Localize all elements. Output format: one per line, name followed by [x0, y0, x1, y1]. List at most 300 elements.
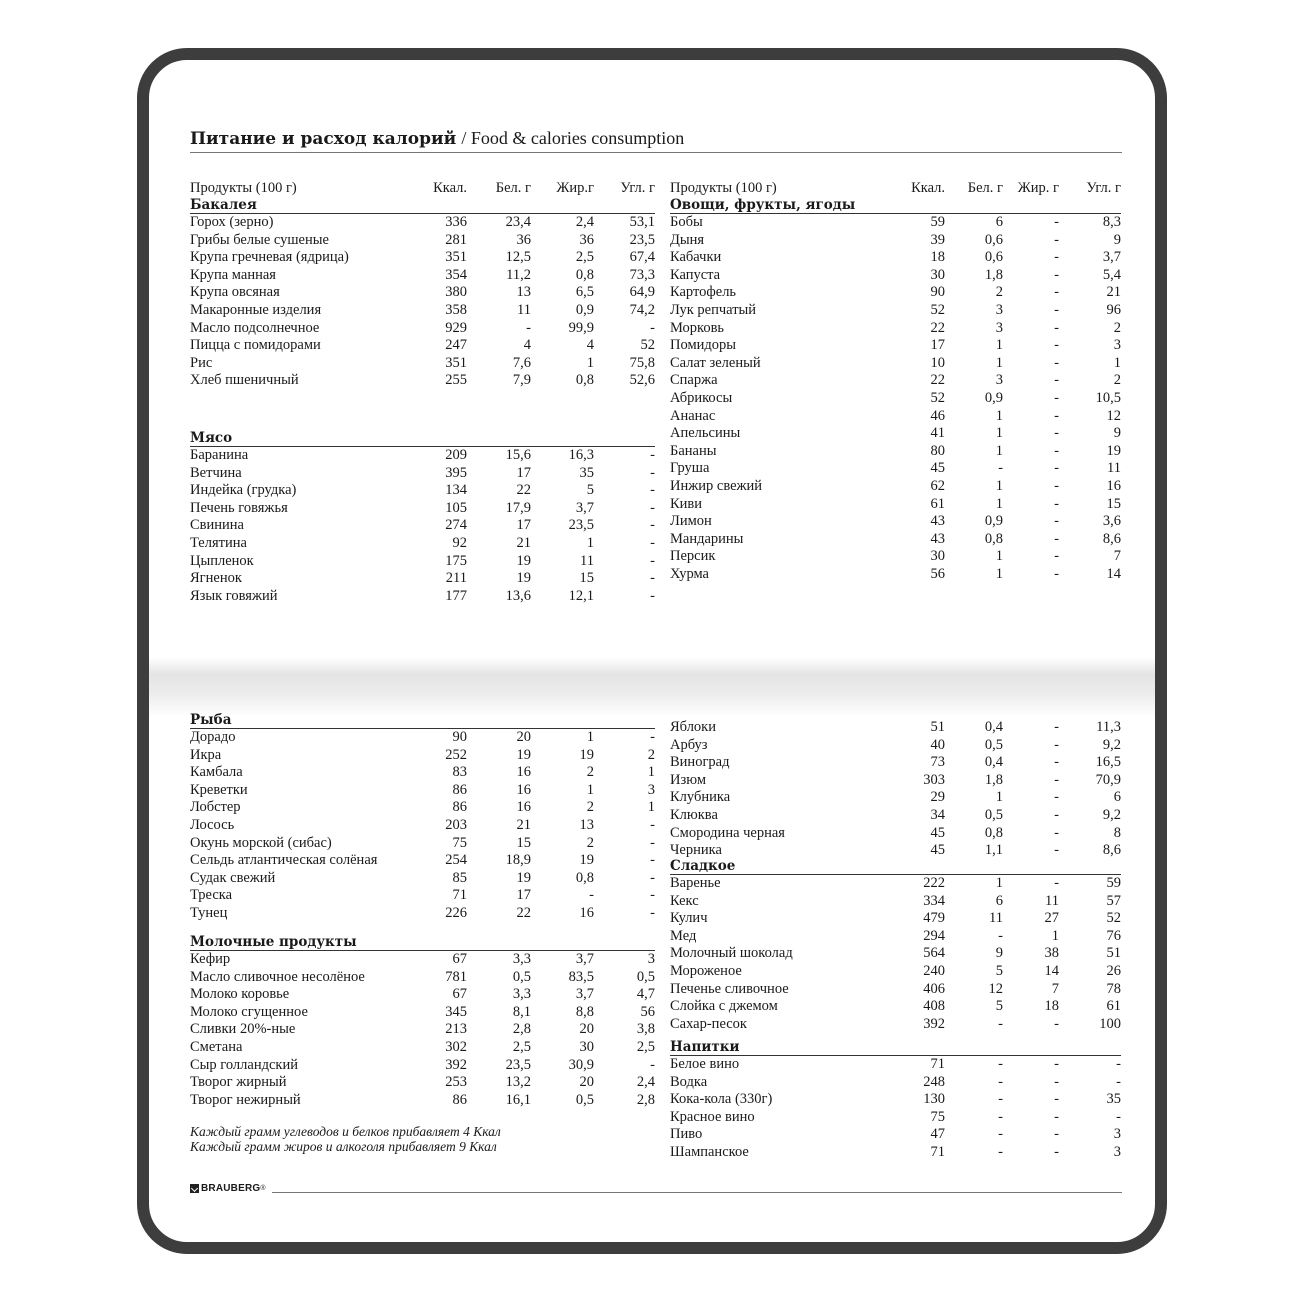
- table-row: [670, 875, 1121, 893]
- fat-value: 11: [580, 552, 594, 569]
- kcal-value: 240: [923, 962, 945, 979]
- table-row: [190, 249, 655, 267]
- brauberg-logo-icon: [190, 1184, 199, 1193]
- product-name: Дорадо: [190, 729, 236, 745]
- product-name: Макаронные изделия: [190, 301, 322, 318]
- product-name: Рис: [190, 354, 213, 371]
- kcal-value: 71: [930, 1143, 945, 1160]
- carbs-value: 5,4: [1102, 266, 1121, 283]
- product-name: Смородина черная: [670, 824, 785, 841]
- protein-value: 1,1: [984, 842, 1003, 859]
- kcal-value: 29: [930, 789, 945, 806]
- carbs-value: 2: [1113, 372, 1121, 389]
- carbs-value: 53,1: [629, 214, 655, 230]
- product-name: Мороженое: [670, 962, 742, 979]
- protein-value: 16,1: [505, 1091, 531, 1108]
- kcal-value: 175: [445, 552, 467, 569]
- table-row: [190, 570, 655, 588]
- carbs-value: 6: [1113, 789, 1121, 806]
- protein-value: 12: [988, 980, 1003, 997]
- brand-reg-mark: ®: [260, 1185, 266, 1192]
- table-row: [670, 789, 1121, 807]
- carbs-value: 7: [1113, 548, 1121, 565]
- product-name: Икра: [190, 746, 222, 763]
- protein-value: 22: [516, 904, 531, 921]
- kcal-value: 52: [930, 301, 945, 318]
- protein-value: 2,5: [512, 1038, 531, 1055]
- kcal-value: 302: [445, 1038, 467, 1055]
- table-row: [670, 945, 1121, 963]
- product-name: Лимон: [670, 513, 712, 530]
- table-row: [670, 478, 1121, 496]
- kcal-value: 334: [923, 892, 945, 909]
- protein-value: 15: [516, 834, 531, 851]
- protein-value: 17: [516, 887, 531, 904]
- carbs-value: 11,3: [1096, 719, 1121, 735]
- fat-value: 4: [586, 337, 594, 354]
- calorie-notes: [190, 1124, 501, 1154]
- page-heading: [190, 122, 1122, 153]
- protein-value: 13,6: [505, 587, 531, 604]
- table-row: [670, 390, 1121, 408]
- kcal-value: 85: [452, 869, 467, 886]
- kcal-value: 34: [930, 806, 945, 823]
- table-row: [670, 910, 1121, 928]
- table-row: [670, 928, 1121, 946]
- kcal-value: 73: [930, 754, 945, 771]
- kcal-value: 18: [930, 249, 945, 266]
- table-row: [190, 214, 655, 232]
- kcal-value: 41: [930, 425, 945, 442]
- product-name: Горох (зерно): [190, 214, 274, 230]
- product-name: Помидоры: [670, 337, 737, 354]
- protein-value: 1: [995, 442, 1003, 459]
- protein-value: 0,4: [984, 719, 1003, 735]
- fat-value: 2: [586, 764, 594, 781]
- carbs-value: 75,8: [629, 354, 655, 371]
- carbs-value: -: [650, 319, 655, 336]
- fat-value: -: [1054, 477, 1059, 494]
- carbs-value: 8,3: [1102, 214, 1121, 230]
- kcal-value: 67: [452, 986, 467, 1003]
- table-row: [190, 337, 655, 355]
- kcal-value: 929: [445, 319, 467, 336]
- carbs-value: 64,9: [629, 284, 655, 301]
- product-name: Картофель: [670, 284, 737, 301]
- product-name: Судак свежий: [190, 869, 276, 886]
- table-sladkoe: [670, 858, 1121, 1033]
- fat-value: -: [1054, 1056, 1059, 1072]
- kcal-value: 274: [445, 517, 467, 534]
- carbs-value: 59: [1106, 875, 1121, 891]
- kcal-value: 45: [930, 460, 945, 477]
- product-name: Апельсины: [670, 425, 741, 442]
- fat-value: 2: [586, 834, 594, 851]
- fat-value: -: [1054, 372, 1059, 389]
- protein-value: 0,8: [984, 824, 1003, 841]
- fat-value: 99,9: [568, 319, 594, 336]
- kcal-value: 213: [445, 1021, 467, 1038]
- table-row: [190, 320, 655, 338]
- carbs-value: 52: [1106, 910, 1121, 927]
- col-product: Продукты (100 г): [670, 180, 777, 196]
- protein-value: 0,6: [984, 249, 1003, 266]
- product-name: Шампанское: [670, 1143, 749, 1160]
- product-name: Треска: [190, 887, 233, 904]
- protein-value: 1: [995, 477, 1003, 494]
- kcal-value: 39: [930, 231, 945, 248]
- fat-value: 1: [586, 354, 594, 371]
- product-name: Дыня: [670, 231, 705, 248]
- carbs-value: 70,9: [1095, 771, 1121, 788]
- carbs-value: 15: [1106, 495, 1121, 512]
- protein-value: -: [526, 319, 531, 336]
- product-name: Молочный шоколад: [670, 945, 793, 962]
- table-row: [190, 969, 655, 987]
- col-protein: Бел. г: [967, 180, 1003, 196]
- protein-value: 17,9: [505, 499, 531, 516]
- table-row: [670, 754, 1121, 772]
- fat-value: 0,9: [575, 301, 594, 318]
- fat-value: 36: [579, 231, 594, 248]
- section-title: Сладкое: [670, 858, 1121, 875]
- title-ru: Питание и расход калорий: [190, 129, 457, 149]
- protein-value: 1: [995, 425, 1003, 442]
- protein-value: -: [998, 1143, 1003, 1160]
- product-name: Кулич: [670, 910, 708, 927]
- carbs-value: 2: [1113, 319, 1121, 336]
- carbs-value: 57: [1106, 892, 1121, 909]
- fat-value: -: [1054, 754, 1059, 771]
- table-row: [670, 1144, 1121, 1162]
- kcal-value: 395: [445, 464, 467, 481]
- table-moloko: [190, 934, 655, 1109]
- fat-value: -: [1054, 284, 1059, 301]
- table-row: [670, 981, 1121, 999]
- fat-value: -: [1054, 1015, 1059, 1032]
- protein-value: 19: [516, 570, 531, 587]
- col-kcal: Ккал.: [911, 180, 945, 196]
- brand-name: BRAUBERG: [201, 1183, 261, 1194]
- fat-value: 2,4: [575, 214, 594, 230]
- protein-value: 0,5: [512, 968, 531, 985]
- product-name: Бобы: [670, 214, 703, 230]
- table-row: [670, 719, 1121, 737]
- kcal-value: 22: [930, 372, 945, 389]
- protein-value: 19: [516, 746, 531, 763]
- product-name: Сельдь атлантическая солёная: [190, 852, 378, 869]
- product-name: Грибы белые сушеные: [190, 231, 329, 248]
- col-kcal: Ккал.: [433, 180, 467, 196]
- protein-value: 19: [516, 869, 531, 886]
- carbs-value: 9,2: [1102, 806, 1121, 823]
- fat-value: -: [1054, 565, 1059, 582]
- protein-value: 16: [516, 799, 531, 816]
- kcal-value: 351: [445, 354, 467, 371]
- product-name: Лук репчатый: [670, 301, 757, 318]
- protein-value: 4: [523, 337, 531, 354]
- fat-value: -: [1054, 231, 1059, 248]
- protein-value: 0,8: [984, 530, 1003, 547]
- carbs-value: 3: [647, 781, 655, 798]
- protein-value: 17: [516, 517, 531, 534]
- fat-value: 14: [1044, 962, 1059, 979]
- note-carbs-protein: Каждый грамм углеводов и белков прибавляет 4 Ккал: [190, 1124, 501, 1139]
- carbs-value: 3,8: [636, 1021, 655, 1038]
- table-row: [190, 1004, 655, 1022]
- col-carbs: Угл. г: [1086, 180, 1121, 196]
- carbs-value: -: [650, 482, 655, 499]
- kcal-value: 45: [930, 824, 945, 841]
- column-header-row: [190, 177, 655, 197]
- carbs-value: -: [650, 869, 655, 886]
- fat-value: -: [1054, 875, 1059, 891]
- kcal-value: 380: [445, 284, 467, 301]
- product-name: Инжир свежий: [670, 477, 763, 494]
- kcal-value: 52: [930, 389, 945, 406]
- kcal-value: 345: [445, 1003, 467, 1020]
- product-name: Черника: [670, 842, 722, 859]
- kcal-value: 83: [452, 764, 467, 781]
- product-name: Слойка с джемом: [670, 998, 778, 1015]
- protein-value: 3,3: [512, 951, 531, 967]
- table-row: [670, 249, 1121, 267]
- kcal-value: 392: [923, 1015, 945, 1032]
- fat-value: -: [1054, 249, 1059, 266]
- carbs-value: 73,3: [629, 266, 655, 283]
- protein-value: 7,9: [512, 372, 531, 389]
- fat-value: -: [1054, 354, 1059, 371]
- carbs-value: 3: [1113, 1126, 1121, 1143]
- carbs-value: 0,5: [636, 968, 655, 985]
- product-name: Мандарины: [670, 530, 744, 547]
- kcal-value: 51: [930, 719, 945, 735]
- protein-value: 12,5: [505, 249, 531, 266]
- fat-value: 20: [579, 1074, 594, 1091]
- carbs-value: 52: [640, 337, 655, 354]
- fat-value: -: [1054, 389, 1059, 406]
- carbs-value: 2,8: [636, 1091, 655, 1108]
- product-name: Капуста: [670, 266, 721, 283]
- table-row: [190, 372, 655, 390]
- protein-value: 1: [995, 875, 1003, 891]
- table-row: [670, 355, 1121, 373]
- fat-value: -: [1054, 214, 1059, 230]
- fat-value: 0,5: [575, 1091, 594, 1108]
- kcal-value: 67: [452, 951, 467, 967]
- product-name: Клюква: [670, 806, 718, 823]
- protein-value: 0,5: [984, 806, 1003, 823]
- table-row: [670, 425, 1121, 443]
- table-row: [190, 355, 655, 373]
- fat-value: 30,9: [568, 1056, 594, 1073]
- table-row: [670, 807, 1121, 825]
- product-name: Киви: [670, 495, 703, 512]
- carbs-value: -: [650, 570, 655, 587]
- fat-value: -: [1054, 824, 1059, 841]
- carbs-value: -: [1116, 1108, 1121, 1125]
- table-row: [190, 232, 655, 250]
- brand-logo: [190, 1183, 266, 1194]
- protein-value: 13: [516, 284, 531, 301]
- carbs-value: -: [650, 852, 655, 869]
- fat-value: -: [1054, 530, 1059, 547]
- protein-value: 1: [995, 337, 1003, 354]
- kcal-value: 130: [923, 1091, 945, 1108]
- protein-value: 1: [995, 789, 1003, 806]
- protein-value: 0,9: [984, 513, 1003, 530]
- protein-value: 8,1: [512, 1003, 531, 1020]
- carbs-value: -: [650, 904, 655, 921]
- table-row: [670, 372, 1121, 390]
- product-name: Белое вино: [670, 1056, 740, 1072]
- kcal-value: 254: [445, 852, 467, 869]
- table-row: [190, 553, 655, 571]
- product-name: Крупа гречневая (ядрица): [190, 249, 349, 266]
- table-row: [190, 986, 655, 1004]
- table-row: [670, 302, 1121, 320]
- product-name: Груша: [670, 460, 710, 477]
- kcal-value: 564: [923, 945, 945, 962]
- kcal-value: 61: [930, 495, 945, 512]
- carbs-value: 12: [1106, 407, 1121, 424]
- product-name: Персик: [670, 548, 716, 565]
- product-name: Баранина: [190, 447, 249, 463]
- protein-value: 16: [516, 781, 531, 798]
- carbs-value: -: [650, 534, 655, 551]
- section-moloko: [190, 934, 655, 1109]
- protein-value: 11: [517, 301, 531, 318]
- table-row: [670, 460, 1121, 478]
- table-row: [190, 302, 655, 320]
- fat-value: 20: [579, 1021, 594, 1038]
- carbs-value: -: [1116, 1056, 1121, 1072]
- protein-value: 1,8: [984, 771, 1003, 788]
- fat-value: -: [1054, 736, 1059, 753]
- fat-value: -: [1054, 319, 1059, 336]
- kcal-value: 248: [923, 1073, 945, 1090]
- fat-value: 6,5: [575, 284, 594, 301]
- kcal-value: 134: [445, 482, 467, 499]
- table-row: [670, 566, 1121, 584]
- col-protein: Бел. г: [495, 180, 531, 196]
- fat-value: -: [1054, 301, 1059, 318]
- product-name: Ананас: [670, 407, 716, 424]
- section-myaso: [190, 430, 655, 605]
- section-frukty-continued: [670, 719, 1121, 860]
- carbs-value: 8: [1113, 824, 1121, 841]
- kcal-value: 408: [923, 998, 945, 1015]
- table-row: [670, 232, 1121, 250]
- fat-value: -: [1054, 337, 1059, 354]
- table-row: [670, 963, 1121, 981]
- product-name: Лобстер: [190, 799, 241, 816]
- product-name: Красное вино: [670, 1108, 755, 1125]
- col-product: Продукты (100 г): [190, 180, 297, 196]
- kcal-value: 203: [445, 816, 467, 833]
- carbs-value: -: [650, 887, 655, 904]
- protein-value: 20: [516, 729, 531, 745]
- kcal-value: 71: [452, 887, 467, 904]
- table-row: [670, 408, 1121, 426]
- table-row: [670, 513, 1121, 531]
- table-row: [190, 747, 655, 765]
- kcal-value: 226: [445, 904, 467, 921]
- table-row: [190, 1092, 655, 1110]
- section-title: Рыба: [190, 712, 655, 729]
- table-row: [190, 1057, 655, 1075]
- product-name: Пицца с помидорами: [190, 337, 321, 354]
- table-ryba: [190, 712, 655, 923]
- table-row: [190, 905, 655, 923]
- product-name: Свинина: [190, 517, 244, 534]
- carbs-value: 14: [1106, 565, 1121, 582]
- protein-value: 1: [995, 407, 1003, 424]
- product-name: Виноград: [670, 754, 730, 771]
- section-title: Напитки: [670, 1039, 1121, 1056]
- carbs-value: 2,4: [636, 1074, 655, 1091]
- kcal-value: 86: [452, 1091, 467, 1108]
- kcal-value: 43: [930, 530, 945, 547]
- fat-value: -: [1054, 407, 1059, 424]
- fat-value: 30: [579, 1038, 594, 1055]
- protein-value: -: [998, 1073, 1003, 1090]
- carbs-value: -: [650, 447, 655, 463]
- kcal-value: 47: [930, 1126, 945, 1143]
- table-row: [670, 443, 1121, 461]
- table-row: [190, 729, 655, 747]
- fat-value: -: [1054, 266, 1059, 283]
- table-row: [190, 500, 655, 518]
- carbs-value: -: [650, 464, 655, 481]
- protein-value: 1,8: [984, 266, 1003, 283]
- kcal-value: 56: [930, 565, 945, 582]
- product-name: Клубника: [670, 789, 731, 806]
- fat-value: -: [1054, 460, 1059, 477]
- kcal-value: 43: [930, 513, 945, 530]
- table-row: [670, 1109, 1121, 1127]
- protein-value: 21: [516, 534, 531, 551]
- fat-value: 38: [1044, 945, 1059, 962]
- carbs-value: -: [650, 499, 655, 516]
- kcal-value: 358: [445, 301, 467, 318]
- kcal-value: 303: [923, 771, 945, 788]
- carbs-value: 2,5: [636, 1038, 655, 1055]
- kcal-value: 80: [930, 442, 945, 459]
- kcal-value: 90: [930, 284, 945, 301]
- protein-value: 2: [995, 284, 1003, 301]
- protein-value: 15,6: [505, 447, 531, 463]
- table-row: [190, 782, 655, 800]
- carbs-value: 78: [1106, 980, 1121, 997]
- product-name: Пиво: [670, 1126, 703, 1143]
- fat-value: -: [1054, 442, 1059, 459]
- fat-value: -: [1054, 548, 1059, 565]
- fat-value: 16,3: [568, 447, 594, 463]
- product-name: Ветчина: [190, 464, 242, 481]
- fat-value: 19: [579, 746, 594, 763]
- product-name: Крупа манная: [190, 266, 276, 283]
- table-row: [190, 482, 655, 500]
- protein-value: -: [998, 1108, 1003, 1125]
- fat-value: 23,5: [568, 517, 594, 534]
- table-row: [190, 588, 655, 606]
- protein-value: 23,5: [505, 1056, 531, 1073]
- protein-value: 21: [516, 816, 531, 833]
- table-top-right: [670, 177, 1121, 583]
- kcal-value: 336: [445, 214, 467, 230]
- fat-value: -: [1054, 842, 1059, 859]
